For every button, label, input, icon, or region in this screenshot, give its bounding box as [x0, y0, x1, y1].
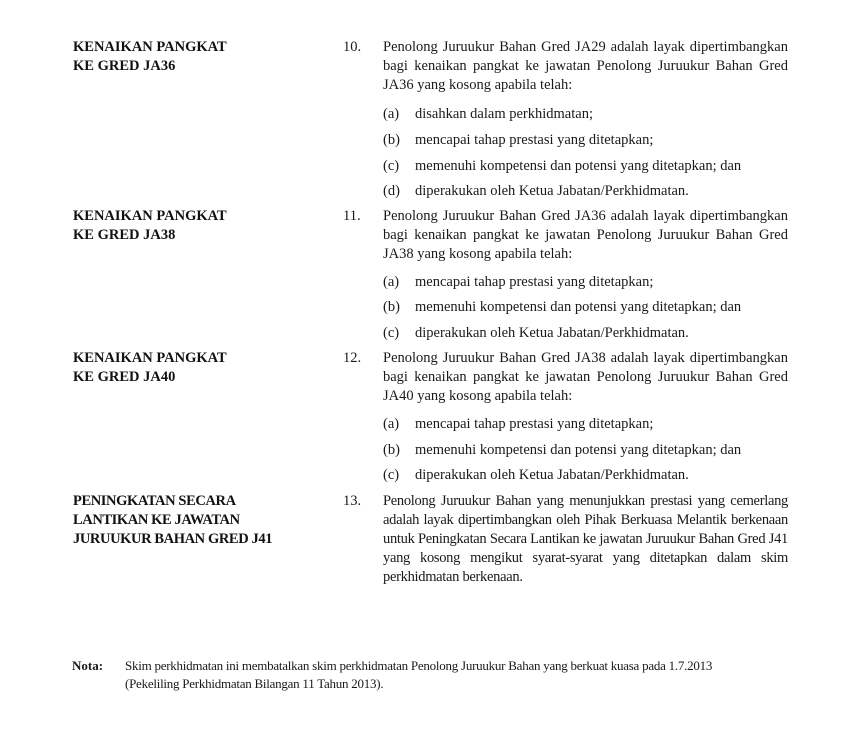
item-text: diperakukan oleh Ketua Jabatan/Perkhidmatan. — [415, 325, 689, 341]
heading-line: JURUUKUR BAHAN GRED J41 — [73, 531, 273, 547]
list-item — [383, 415, 813, 434]
heading-line: KE GRED JA36 — [73, 58, 176, 74]
item-label: (a) — [383, 416, 400, 432]
item-label: (b) — [383, 132, 400, 148]
list-item — [383, 105, 813, 124]
paragraph-text: Penolong Juruukur Bahan Gred JA36 adalah layak dipertimbangkan bagi kenaikan pangkat ke jawatan Penolong Juruukur Bahan Gred JA38 yang kosong apabila telah: — [383, 208, 788, 262]
paragraph-text: Penolong Juruukur Bahan yang menunjukkan prestasi yang cemerlang adalah layak dipertimbangkan oleh Pihak Berkuasa Melantik berkenaan untuk Peningkatan Secara Lantikan ke jawatan Juruukur Bahan Gred J41 yang kosong mengikut syarat-syarat yang ditetapkan dalam skim perkhidmatan berkenaan. — [383, 493, 788, 585]
item-label: (a) — [383, 274, 400, 290]
item-text: mencapai tahap prestasi yang ditetapkan; — [415, 274, 654, 290]
item-text: diperakukan oleh Ketua Jabatan/Perkhidmatan. — [415, 467, 689, 483]
item-text: memenuhi kompetensi dan potensi yang ditetapkan; dan — [415, 299, 742, 315]
nota-label: Nota: — [72, 658, 104, 673]
nota-line: Skim perkhidmatan ini membatalkan skim perkhidmatan Penolong Juruukur Bahan yang berkuat kuasa pada 1.7.2013 — [125, 658, 713, 673]
item-text: diperakukan oleh Ketua Jabatan/Perkhidmatan. — [415, 183, 689, 199]
item-text: mencapai tahap prestasi yang ditetapkan; — [415, 416, 654, 432]
heading-line: LANTIKAN KE JAWATAN — [73, 512, 240, 528]
heading-line: KE GRED JA38 — [73, 227, 176, 243]
item-label: (b) — [383, 299, 400, 315]
item-label: (c) — [383, 467, 400, 483]
item-text: mencapai tahap prestasi yang ditetapkan; — [415, 132, 654, 148]
item-text: disahkan dalam perkhidmatan; — [415, 106, 593, 122]
item-label: (d) — [383, 183, 400, 199]
list-item — [383, 298, 813, 317]
list-item — [383, 466, 813, 485]
paragraph-text: Penolong Juruukur Bahan Gred JA29 adalah layak dipertimbangkan bagi kenaikan pangkat ke jawatan Penolong Juruukur Bahan Gred JA36 yang kosong apabila telah: — [383, 39, 788, 93]
list-item — [383, 157, 813, 176]
heading-line: KE GRED JA40 — [73, 369, 176, 385]
paragraph-text: Penolong Juruukur Bahan Gred JA38 adalah layak dipertimbangkan bagi kenaikan pangkat ke jawatan Penolong Juruukur Bahan Gred JA40 yang kosong apabila telah: — [383, 350, 788, 404]
paragraph-number: 13. — [343, 493, 362, 509]
paragraph-number: 10. — [343, 39, 362, 55]
item-text: memenuhi kompetensi dan potensi yang ditetapkan; dan — [415, 442, 742, 458]
heading-line: KENAIKAN PANGKAT — [73, 208, 227, 224]
section-heading — [73, 38, 313, 76]
section-heading — [73, 492, 323, 549]
paragraph-number: 12. — [343, 350, 362, 366]
item-label: (c) — [383, 325, 400, 341]
list-item — [383, 182, 813, 201]
list-item — [383, 441, 813, 460]
item-label: (a) — [383, 106, 400, 122]
item-label: (c) — [383, 158, 400, 174]
list-item — [383, 273, 813, 292]
heading-line: KENAIKAN PANGKAT — [73, 350, 227, 366]
section-heading — [73, 349, 313, 387]
item-text: memenuhi kompetensi dan potensi yang ditetapkan; dan — [415, 158, 742, 174]
item-label: (b) — [383, 442, 400, 458]
heading-line: KENAIKAN PANGKAT — [73, 39, 227, 55]
heading-line: PENINGKATAN SECARA — [73, 493, 236, 509]
nota-line: (Pekeliling Perkhidmatan Bilangan 11 Tahun 2013). — [125, 676, 384, 691]
nota-text — [125, 657, 805, 693]
paragraph-number: 11. — [343, 208, 361, 224]
list-item — [383, 131, 813, 150]
list-item — [383, 324, 813, 343]
section-heading — [73, 207, 313, 245]
